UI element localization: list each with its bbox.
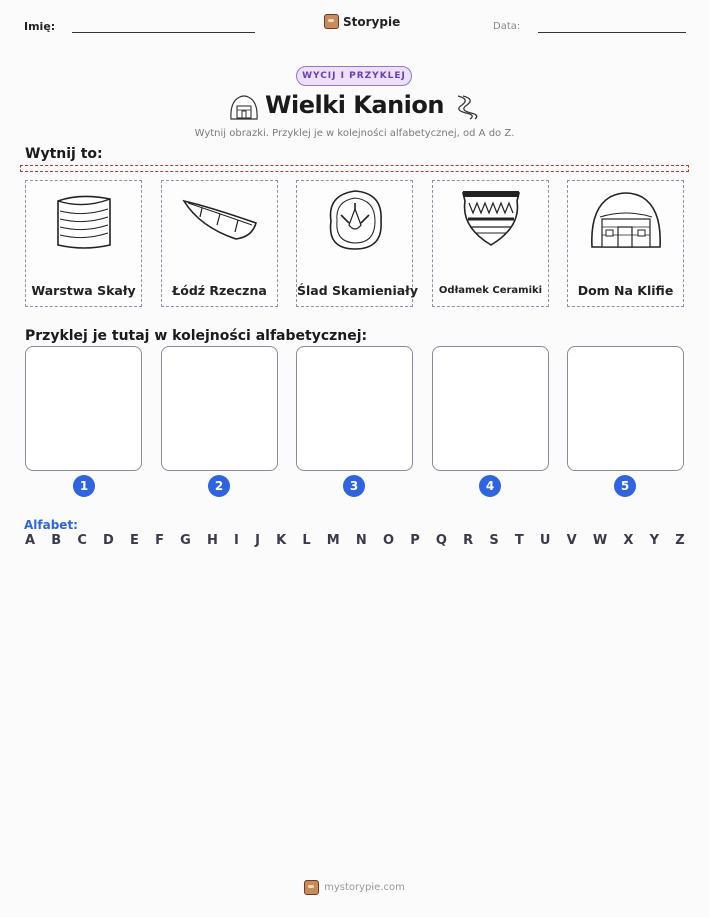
river-icon <box>452 93 480 121</box>
river-boat-icon <box>180 187 260 253</box>
paste-heading: Przyklej je tutaj w kolejności alfabetycznej: <box>25 328 368 344</box>
paste-slot-5[interactable] <box>567 346 684 471</box>
letter: X <box>623 533 634 548</box>
letter: D <box>103 533 114 548</box>
cut-card-rock-layer[interactable] <box>25 180 142 307</box>
footer-site[interactable]: mystorypie.com <box>324 882 405 893</box>
letter: S <box>489 533 499 548</box>
card-label: Ślad Skamieniały <box>297 283 418 298</box>
slot-number-3: 3 <box>343 475 365 497</box>
cut-card-fossil-footprint[interactable] <box>296 180 418 307</box>
alphabet-label: Alfabet: <box>24 518 78 532</box>
slot-number-2: 2 <box>208 475 230 497</box>
cliff-house-icon <box>586 187 666 253</box>
letter: M <box>326 533 340 548</box>
letter: Q <box>435 533 447 548</box>
cut-heading: Wytnij to: <box>25 146 103 162</box>
instructions: Wytnij obrazki. Przyklej je w kolejności alfabetycznej, od A do Z. <box>194 128 515 139</box>
letter: I <box>234 533 239 548</box>
letter: U <box>539 533 551 548</box>
card-label: Łódź Rzeczna <box>172 283 267 298</box>
letter: A <box>25 533 36 548</box>
letter: H <box>206 533 218 548</box>
pottery-shard-icon <box>451 187 531 253</box>
slot-number-4: 4 <box>479 475 501 497</box>
letter: V <box>566 533 577 548</box>
letter: G <box>180 533 191 548</box>
letter: J <box>255 533 260 548</box>
letter: F <box>155 533 164 548</box>
rock-layer-icon <box>44 187 124 253</box>
card-label: Warstwa Skały <box>31 283 136 298</box>
letter: C <box>77 533 87 548</box>
slot-number-5: 5 <box>614 475 636 497</box>
name-line[interactable] <box>72 32 255 33</box>
letter: B <box>51 533 62 548</box>
storypie-logo-icon <box>304 880 319 895</box>
letter: L <box>302 533 311 548</box>
card-label: Odłamek Ceramiki <box>438 285 543 296</box>
letter: N <box>355 533 367 548</box>
brand-logo <box>324 14 400 29</box>
activity-badge: WYCIJ I PRZYKLEJ <box>296 66 412 86</box>
letter: E <box>130 533 139 548</box>
letter: Y <box>649 533 660 548</box>
name-label: Imię: <box>24 20 56 33</box>
letter: T <box>514 533 524 548</box>
slot-number-1: 1 <box>73 475 95 497</box>
fossil-footprint-icon <box>315 187 395 253</box>
letter: P <box>410 533 420 548</box>
letter: W <box>592 533 608 548</box>
paste-slot-4[interactable] <box>432 346 549 471</box>
letter: R <box>463 533 474 548</box>
date-label: Data: <box>493 21 521 32</box>
page-title: Wielki Kanion <box>265 91 444 119</box>
brand-name: Storypie <box>343 14 401 29</box>
alphabet-row <box>25 533 685 548</box>
cut-card-cliff-house[interactable] <box>567 180 684 307</box>
paste-slot-1[interactable] <box>25 346 142 471</box>
storypie-logo-icon <box>324 14 339 29</box>
card-label: Dom Na Klifie <box>577 283 674 298</box>
cut-line <box>20 165 689 172</box>
cut-card-pottery-shard[interactable] <box>432 180 549 307</box>
cut-card-river-boat[interactable] <box>161 180 278 307</box>
letter: K <box>276 533 287 548</box>
letter: Z <box>675 533 685 548</box>
paste-slot-3[interactable] <box>296 346 413 471</box>
footer <box>0 880 709 895</box>
paste-slot-2[interactable] <box>161 346 278 471</box>
letter: O <box>382 533 395 548</box>
date-line[interactable] <box>538 32 686 33</box>
